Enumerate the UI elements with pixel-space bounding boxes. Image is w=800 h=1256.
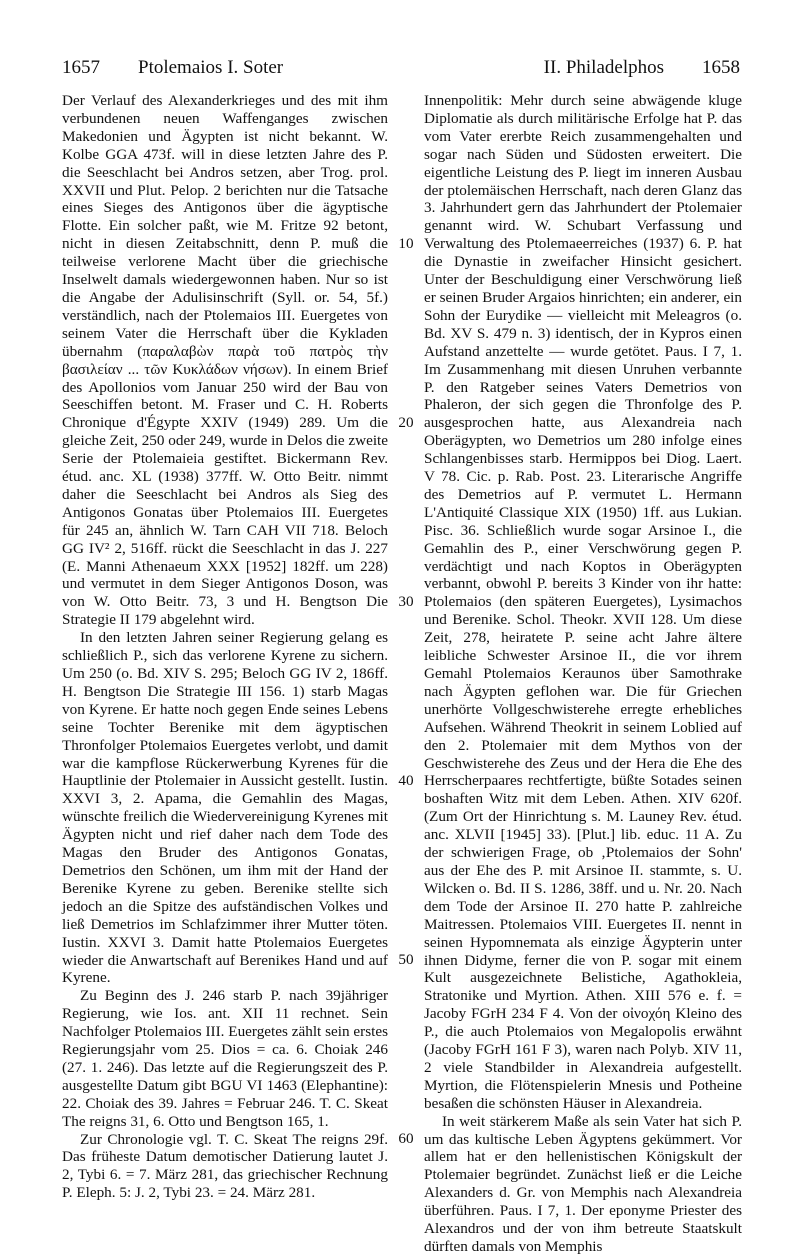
paragraph: Der Verlauf des Alexanderkrieges und des mit ihm verbundenen neuen Waffenganges zwischen Makedonien und Ägypten ist nicht bekannt. W. Kolbe GGA 473f. will in diese letzten Jahre des P. die Seeschlacht bei Andros setzen, aber Trog. prol. XXVII und Plut. Pelop. 2 berichten nur die Tatsache eines Sieges des Antigonos über die ägyptische Flotte. Ein solcher paßt, wie M. Fritze 92 betont, nicht in diesen Zeitabschnitt, denn P. muß die teilweise verlorene Macht über die griechische Inselwelt damals wiedergewonnen haben. Nur so ist die Angabe der Adulisinschrift (Syll. or. 54, 5f.) verständlich, nach der Ptolemaios III. Euergetes von seinem Vater die Herrschaft über die Kykladen übernahm (παραλαβὼν παρὰ τοῦ πατρὸς τὴν βασιλείαν ... τῶν Κυκλάδων νήσων). In einem Brief des Apollonios vom Januar 250 wird der Bau von Seeschiffen betont. M. Fraser und C. H. Roberts Chronique d'Égypte XXIV (1949) 289. Um die gleiche Zeit, 250 oder 249, wurde in Delos die zweite Serie der Ptolemaieia gestiftet. Bickermann Rev. étud. anc. XL (1938) 377ff. W. Otto Beitr. nimmt daher die Seeschlacht bei Andros als Sieg des Antigonos Gonatas über Ptolemaios III. Euergetes für 245 an, ähnlich W. Tarn CAH VII 718. Beloch GG IV² 2, 516ff. rückt die Seeschlacht in das J. 227 (E. Manni Athenaeum XXX [1952] 182ff. um 228) und vermutet in dem Sieger Antigonos Doson, was von W. Otto Beitr. 73, 3 und H. Bengtson Die Strategie II 179 abgelehnt wird.: [62, 92, 389, 629]
left-text-column: [62, 92, 388, 1202]
running-title-left: Ptolemaios I. Soter: [138, 57, 284, 78]
running-title-right: II. Philadelphos: [543, 57, 664, 78]
line-number: 20: [398, 414, 414, 431]
paragraph: Zur Chronologie vgl. T. C. Skeat The reigns 29f. Das früheste Datum demotischer Datierung lautet J. 2, Tybi 6. = 7. März 281, das griechischer Rechnung P. Eleph. 5: J. 2, Tybi 23. = 24. März 281.: [62, 1130, 388, 1202]
paragraph: In den letzten Jahren seiner Regierung gelang es schließlich P., sich das verlorene Kyrene zu sichern. Um 250 (o. Bd. XIV S. 295; Beloch GG IV 2, 186ff. H. Bengtson Die Strategie III 156. 1) starb Magas von Kyrene. Er hatte noch gegen Ende seines Lebens seine Tochter Berenike mit dem ägyptischen Thronfolger Ptolemaios Euergetes verlobt, und damit war die kampflose Rückerwerbung Kyrenes für die Hauptlinie der Ptolemaier in Aussicht gestellt. Iustin. XXVI 3, 2. Apama, die Gemahlin des Magas, wünschte freilich die Wiedervereinigung Kyrenes mit Ägypten nicht und rief daher nach dem Tode des Magas den Bruder des Antigonos Gonatas, Demetrios den Schönen, um ihm mit der Hand der Berenike Kyrene zu geben. Berenike stellte sich jedoch an die Spitze des aufständischen Volkes und ließ Demetrios im Schlafzimmer ihrer Mutter töten. Iustin. XXVI 3. Damit hatte Ptolemaios Euergetes wieder die Anwartschaft auf Berenikes Hand und auf Kyrene.: [62, 629, 388, 987]
line-number: 60: [398, 1130, 414, 1147]
column-number-left: 1657: [62, 57, 100, 78]
line-number: 10: [398, 235, 414, 252]
line-number: 30: [398, 593, 414, 610]
paragraph: Zu Beginn des J. 246 starb P. nach 39jähriger Regierung, wie Ios. ant. XII 11 rechnet. Sein Nachfolger Ptolemaios III. Euergetes zählt sein erstes Regierungsjahr vom 25. Dios = ca. 6. Choiak 246 (27. 1. 246). Das letzte auf die Regierungszeit des P. ausgestellte Datum gibt BGU VI 1463 (Elephantine): 22. Choiak des 39. Jahres = Februar 246. T. C. Skeat The reigns 31, 6. Otto und Bengtson 165, 1.: [62, 987, 388, 1130]
line-number: 50: [398, 951, 414, 968]
column-number-right: 1658: [702, 57, 740, 78]
paragraph: Innenpolitik: Mehr durch seine abwägende kluge Diplomatie als durch militärische Erfolge hat P. das vom Vater ererbte Reich zusammengehalten und sogar nach Süden und Südosten erweitert. Die eigentliche Leistung des P. liegt im inneren Ausbau der ptolemäischen Herrschaft, nach deren Glanz das 3. Jahrhundert gern das Jahrhundert der Ptolemaier genannt wird. W. Schubart Verfassung und Verwaltung des Ptolemaeerreiches (1937) 6. P. hat die Dynastie in zweifacher Hinsicht gesichert. Unter der Beschuldigung einer Verschwörung ließ er seinen Bruder Argaios hinrichten; ein anderer, ein Sohn der Eurydike — vielleicht mit Meleagros (o. Bd. XV S. 479 n. 3) identisch, der in Kypros einen Aufstand anzettelte — wurde getötet. Paus. I 7, 1. Im Zusammenhang mit diesen Unruhen verbannte P. den Ratgeber seines Vaters Demetrios von Phaleron, der sich gegen die Thronfolge des P. ausgesprochen hatte, aus Alexandreia nach Oberägypten, wo Demetrios um 280 infolge eines Schlangenbisses starb. Hermippos bei Diog. Laert. V 78. Cic. p. Rab. Post. 23. Literarische Angriffe des Demetrios auf P. vermutet L. Hermann L'Antiquité Classique XIX (1950) 1ff. aus Lukian. Pisc. 36. Schließlich wurde sogar Arsinoe I., die Gemahlin des P., einer Verschwörung gegen P. verdächtigt und nach Koptos in Oberägypten verbannt, obwohl P. bereits 3 Kinder von ihr hatte: Ptolemaios (den späteren Euergetes), Lysimachos und Berenike. Schol. Theokr. XVII 128. Um diese Zeit, 278, heiratete P. seine acht Jahre ältere leibliche Schwester Arsinoe II., die vor ihrem Gemahl Ptolemaios Keraunos über Samothrake nach Ägypten geflohen war. Die für Griechen unerhörte Vollgeschwisterehe erregte erhebliches Aufsehen. Während Theokrit in seinem Loblied auf den 2. Ptolemaier mit dem Mythos von der Geschwisterehe des Zeus und der Hera die Ehe des Herrscherpaares rechtfertigte, büßte Sotades seinen boshaften Witz mit dem Leben. Athen. XIV 620f. (Zum Ort der Hinrichtung s. M. Launey Rev. étud. anc. XLVII [1945] 33). [Plut.] lib. educ. 11 A. Zu der schwierigen Frage, ob ‚Ptolemaios der Sohn' aus der Ehe des P. mit Arsinoe II. stammte, s. U. Wilcken o. Bd. II S. 1286, 38ff. und u. Nr. 20. Nach dem Tode der Arsinoe II. 270 hatte P. zahlreiche Maitressen. Ptolemaios VIII. Euergetes II. nennt in seinen Hypomnemata als einzige Ägypterin unter ihnen Didyme, ferner die von P. sogar mit einem Kult ausgezeichnete Belistiche, Agathokleia, Stratonike und Myrtion. Athen. XIII 576 e. f. = Jacoby FGrH 234 F 4. Von der οἰνοχόη Kleino des P., die auch Ptolemaios von Megalopolis erwähnt (Jacoby FGrH 161 F 3), waren nach Polyb. XIV 11, 2 viele Standbilder in Alexandreia aufgestellt. Myrtion, die Flötenspielerin Mnesis und Potheine besaßen die schönsten Häuser in Alexandreia.: [424, 92, 742, 1112]
line-number: 40: [398, 772, 414, 789]
paragraph: In weit stärkerem Maße als sein Vater hat sich P. um das kultische Leben Ägyptens gekümmert. Vor allem hat er den hellenistischen Königskult der Ptolemaier begründet. Zunächst ließ er die Leiche Alexanders d. Gr. von Memphis nach Alexandreia überführen. Paus. I 7, 1. Der eponyme Priester des Alexandros und der von ihm betreute Staatskult dürften damals von Memphis: [424, 1112, 742, 1255]
running-header: [62, 56, 740, 80]
right-text-column: [424, 92, 742, 1256]
